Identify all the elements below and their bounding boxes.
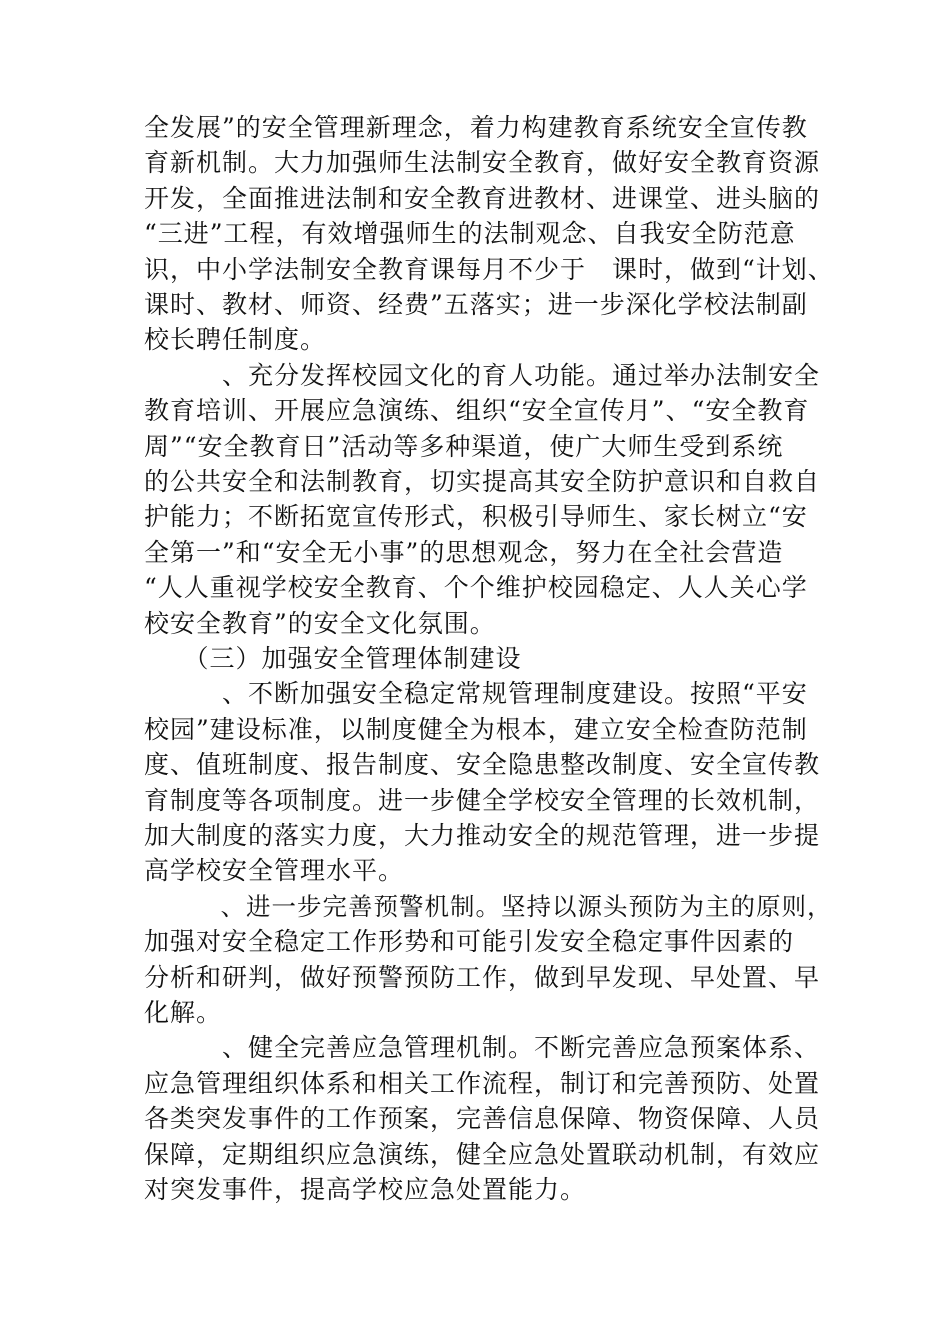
text-line: 周”“安全教育日”活动等多种渠道，使广大师生受到系统: [144, 432, 784, 461]
text-line: 的公共安全和法制教育，切实提高其安全防护意识和自救自: [144, 467, 821, 496]
text-line: 保障，定期组织应急演练，健全应急处置联动机制，有效应: [144, 1140, 821, 1169]
text-line: 、健全完善应急管理机制。不断完善应急预案体系、: [144, 1033, 821, 1062]
text-line: 、不断加强安全稳定常规管理制度建设。按照“平安: [144, 679, 808, 708]
text-line: 全发展”的安全管理新理念，着力构建教育系统安全宣传教: [144, 113, 808, 142]
text-line: 分析和研判，做好预警预防工作，做到早发现、早处置、早: [144, 963, 821, 992]
text-line: 应急管理组织体系和相关工作流程，制订和完善预防、处置: [144, 1069, 821, 1098]
text-line: 教育培训、开展应急演练、组织“安全宣传月”、“安全教育: [144, 396, 810, 425]
section-heading: （三）加强安全管理体制建设: [144, 644, 522, 673]
text-line: 护能力；不断拓宽宣传形式，积极引导师生、家长树立“安: [144, 502, 808, 531]
text-line: 加强对安全稳定工作形势和可能引发安全稳定事件因素的: [144, 927, 795, 956]
text-line: 各类突发事件的工作预案，完善信息保障、物资保障、人员: [144, 1104, 821, 1133]
text-line: 对突发事件，提高学校应急处置能力。: [144, 1175, 587, 1204]
text-line: 校安全教育”的安全文化氛围。: [144, 609, 496, 638]
text-line: 化解。: [144, 998, 223, 1027]
text-line: 校园”建设标准，以制度健全为根本，建立安全检查防范制: [144, 715, 808, 744]
text-line: “三进”工程，有效增强师生的法制观念、自我安全防范意: [144, 219, 796, 248]
text-line: 加大制度的落实力度，大力推动安全的规范管理，进一步提: [144, 821, 821, 850]
text-line: 、充分发挥校园文化的育人功能。通过举办法制安全: [144, 361, 821, 390]
text-line: 课时、教材、师资、经费”五落实；进一步深化学校法制副: [144, 290, 808, 319]
text-line: 高学校安全管理水平。: [144, 856, 405, 885]
text-line: 开发，全面推进法制和安全教育进教材、进课堂、进头脑的: [144, 184, 821, 213]
text-line: 育新机制。大力加强师生法制安全教育，做好安全教育资源: [144, 148, 821, 177]
text-line: 识，中小学法制安全教育课每月不少于 课时，做到“计划、: [144, 255, 834, 284]
text-line: “人人重视学校安全教育、个个维护校园稳定、人人关心学: [144, 573, 808, 602]
text-line: 、进一步完善预警机制。坚持以源头预防为主的原则，: [144, 892, 833, 921]
text-line: 校长聘任制度。: [144, 325, 327, 354]
text-line: 度、值班制度、报告制度、安全隐患整改制度、安全宣传教: [144, 750, 821, 779]
text-line: 育制度等各项制度。进一步健全学校安全管理的长效机制，: [144, 786, 821, 815]
text-line: 全第一”和“安全无小事”的思想观念，努力在全社会营造: [144, 538, 784, 567]
